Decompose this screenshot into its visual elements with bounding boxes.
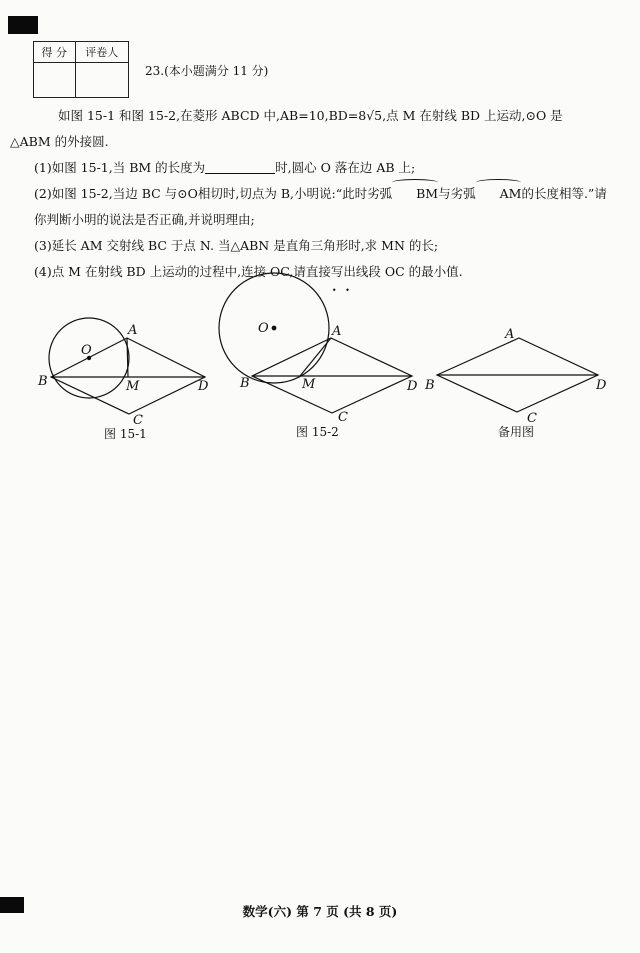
part-2-post: 的长度相等.”请 — [521, 186, 607, 201]
question-body — [10, 103, 624, 285]
part-3: (3)延长 AM 交射线 BC 于点 N. 当△ABN 是直角三角形时,求 MN 的长; — [34, 238, 439, 253]
part-1-pre: (1)如图 15-1,当 BM 的长度为 — [34, 160, 206, 175]
label-b-fig3: B — [425, 378, 435, 393]
intro-line-1: 如图 15-1 和图 15-2,在菱形 ABCD 中,AB=10,BD=8√5,点 M 在射线 BD 上运动,⊙O 是 — [58, 108, 563, 123]
label-a-fig2: A — [332, 324, 342, 339]
score-cell — [34, 63, 76, 98]
registration-mark-top — [8, 16, 38, 34]
caption-fig2: 图 15-2 — [296, 425, 339, 439]
figure-spare — [437, 338, 598, 412]
part-2-pre: (2)如图 15-2,当边 BC 与⊙O相切时,切点为 B,小明说:“此时劣弧 — [34, 186, 393, 201]
label-o-fig1: O — [81, 343, 92, 358]
caption-fig3: 备用图 — [498, 425, 535, 439]
grader-cell — [75, 63, 128, 98]
answer-blank — [205, 159, 275, 174]
part-4-pre: (4)点 M 在射线 BD 上运动的过程中,连接 OC,请 — [34, 264, 306, 279]
score-table — [33, 41, 129, 98]
label-c-fig1: C — [133, 413, 143, 428]
label-d-fig1: D — [198, 379, 209, 394]
arc-am: AM — [476, 181, 522, 207]
caption-fig1: 图 15-1 — [104, 427, 147, 441]
part-2-line-2: 你判断小明的说法是否正确,并说明理由; — [34, 212, 255, 227]
label-c-fig2: C — [338, 410, 348, 425]
question-number: 23.(本小题满分 11 分) — [145, 64, 269, 78]
label-b-fig1: B — [38, 374, 48, 389]
arc-bm: BM — [392, 181, 438, 207]
figure-15-1 — [49, 318, 205, 414]
label-m-fig1: M — [126, 379, 140, 394]
page-footer: 数学(六) 第 7 页 (共 8 页) — [242, 904, 398, 919]
intro-line-2: △ABM 的外接圆. — [10, 134, 109, 149]
segment-am-fig2 — [300, 338, 331, 376]
part-2-mid: 与劣弧 — [438, 186, 476, 201]
figure-15-2 — [219, 273, 412, 413]
grader-label: 评卷人 — [75, 42, 128, 63]
label-d-fig2: D — [407, 379, 418, 394]
part-1-post: 时,圆心 O 落在边 AB 上; — [275, 160, 416, 175]
figures — [0, 270, 640, 460]
part-4-post: 写出线段 OC 的最小值. — [330, 264, 463, 279]
label-a-fig1: A — [128, 323, 138, 338]
part-4-emphasis: 直接 • • — [306, 264, 331, 279]
label-a-fig3: A — [505, 327, 515, 342]
part-2 — [10, 181, 624, 207]
label-c-fig3: C — [527, 411, 537, 426]
label-m-fig2: M — [302, 377, 316, 392]
label-b-fig2: B — [240, 376, 250, 391]
label-o-fig2: O — [258, 321, 269, 336]
center-dot-fig2 — [272, 326, 276, 330]
label-d-fig3: D — [596, 378, 607, 393]
part-1 — [10, 155, 624, 181]
score-label: 得 分 — [34, 42, 76, 63]
